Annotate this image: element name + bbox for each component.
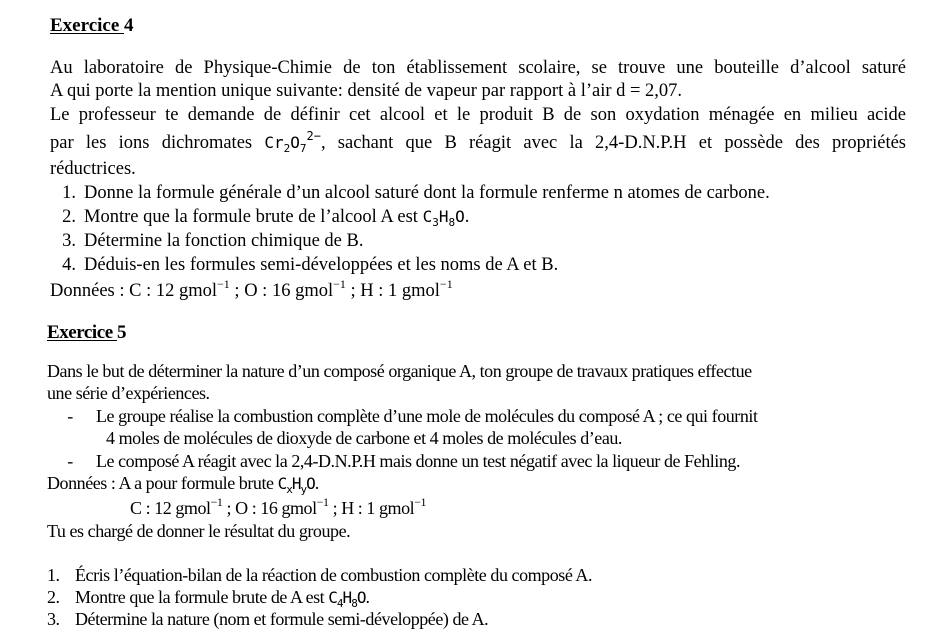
exponent: −1 (210, 495, 223, 509)
question-number: 4. (62, 255, 76, 275)
exercice-4-intro-line-2: A qui porte la mention unique suivante: densité de vapeur par rapport à l’air d = 2,07. (50, 81, 683, 101)
title-number: 5 (116, 322, 127, 343)
question-text: Montre que la formule brute de l’alcool A est (84, 207, 423, 227)
formula-subscript: x (286, 483, 292, 496)
formula-element: H (291, 474, 301, 493)
molar-mass-hydrogen: H : 1 gmol (360, 281, 440, 301)
exercice-4-intro-line-3: Le professeur te demande de définir cet alcool et le produit B de son oxydation ménagée en milieu acide (50, 105, 906, 125)
title-number: 4 (124, 15, 134, 36)
exercice-4-donnees (50, 279, 453, 303)
exercice-5-instruction: Tu es chargé de donner le résultat du groupe. (47, 521, 351, 541)
donnees-label: Données : (50, 281, 130, 301)
question-number: 1. (62, 183, 76, 203)
question-text: Déduis-en les formules semi-développées et les noms de A et B. (84, 255, 559, 275)
exercice-5-intro-line-2: une série d’expériences. (47, 383, 210, 403)
question-text: Écris l’équation-bilan de la réaction de combustion complète du composé A. (75, 565, 593, 585)
bullet-text: Le groupe réalise la combustion complète d’une mole de molécules du composé A ; ce qui fournit (96, 406, 758, 426)
formula-element: Cr (264, 133, 284, 152)
dichromate-ion-formula (264, 129, 321, 155)
formula-charge: 2− (306, 129, 321, 143)
formula-subscript: 8 (448, 216, 456, 229)
exercice-5-title (47, 322, 126, 344)
exponent: −1 (316, 495, 329, 509)
formula-C3H8O (422, 207, 465, 229)
molar-mass-hydrogen: H : 1 gmol (341, 498, 415, 518)
exercice-4-question-2 (50, 205, 469, 229)
molar-mass-carbon: C : 12 gmol (130, 498, 211, 518)
question-text: . (464, 207, 470, 227)
formula-subscript: 7 (299, 142, 307, 155)
exercice-5-donnees-formula (47, 471, 319, 496)
formula-element: O (455, 207, 465, 226)
question-number: 1. (47, 565, 60, 585)
exercice-5-question-1 (47, 563, 592, 587)
text-segment: par les ions dichromates (50, 133, 265, 153)
exponent: −1 (217, 277, 230, 291)
exercice-5-question-3 (47, 607, 488, 631)
formula-element: C (277, 474, 287, 493)
exercice-4-intro-line-1: Au laboratoire de Physique-Chimie de ton établissement scolaire, se trouve une bouteille d’alcool saturé (50, 58, 906, 78)
exercice-5-bullet-1-continued: 4 moles de molécules de dioxyde de carbone et 4 moles de molécules d’eau. (106, 428, 622, 448)
exercice-5-bullet-1 (62, 404, 758, 428)
text-segment: . (314, 473, 319, 493)
formula-element: O (290, 133, 300, 152)
donnees-label: Données : A a pour formule brute (47, 473, 278, 493)
molar-mass-oxygen: O : 16 gmol (244, 281, 334, 301)
formula-element: C (328, 588, 337, 607)
exercice-4-question-1 (50, 181, 770, 205)
question-number: 2. (62, 207, 76, 227)
exponent: −1 (414, 495, 427, 509)
question-text: Montre que la formule brute de A est (75, 587, 329, 607)
formula-element: C (422, 207, 433, 226)
title-word: Exercice (50, 15, 125, 36)
question-number: 3. (62, 231, 76, 251)
separator: ; (222, 498, 236, 518)
title-word: Exercice (47, 322, 117, 343)
molar-mass-carbon: C : 12 gmol (129, 281, 218, 301)
exponent: −1 (439, 277, 453, 291)
text-segment: , sachant que B réagit avec la 2,4-D.N.P.H et possède des propriétés (320, 133, 906, 153)
formula-element: H (438, 207, 449, 226)
formula-element: O (356, 588, 366, 607)
exercice-5-intro-line-1: Dans le but de déterminer la nature d’un composé organique A, ton groupe de travaux pratiques effectue (47, 361, 752, 381)
exercice-4-intro-line-5: réductrices. (50, 159, 136, 179)
exponent: −1 (333, 277, 346, 291)
exercice-4-title (50, 15, 134, 37)
question-number: 3. (47, 609, 60, 629)
separator: ; (345, 281, 361, 301)
formula-element: O (306, 474, 315, 493)
exercice-4-intro-line-4 (50, 131, 906, 155)
exercice-4-question-3 (50, 229, 363, 253)
question-text: Donne la formule générale d’un alcool saturé dont la formule renferme n atomes de carbone. (84, 183, 770, 203)
molar-mass-oxygen: O : 16 gmol (235, 498, 317, 518)
formula-subscript: 8 (351, 597, 357, 610)
formula-C4H8O (328, 588, 366, 610)
question-text: Détermine la nature (nom et formule semi-développée) de A. (75, 609, 489, 629)
formula-element: H (342, 588, 352, 607)
exercice-5-donnees-molar-masses (130, 496, 426, 520)
question-text: Détermine la fonction chimique de B. (84, 231, 364, 251)
bullet-dash: - (67, 406, 73, 426)
exercice-5-bullet-2 (62, 449, 740, 473)
separator: ; (328, 498, 342, 518)
bullet-dash: - (67, 451, 73, 471)
formula-CxHyO (277, 474, 315, 496)
formula-subscript: 2 (283, 142, 291, 155)
question-number: 2. (47, 587, 60, 607)
separator: ; (229, 281, 245, 301)
formula-subscript: y (300, 483, 307, 496)
formula-subscript: 4 (336, 597, 343, 610)
exercice-4-question-4 (50, 253, 558, 277)
bullet-text: Le composé A réagit avec la 2,4-D.N.P.H mais donne un test négatif avec la liqueur de Fehling. (96, 451, 741, 471)
question-text: . (365, 587, 370, 607)
formula-subscript: 3 (432, 216, 439, 229)
